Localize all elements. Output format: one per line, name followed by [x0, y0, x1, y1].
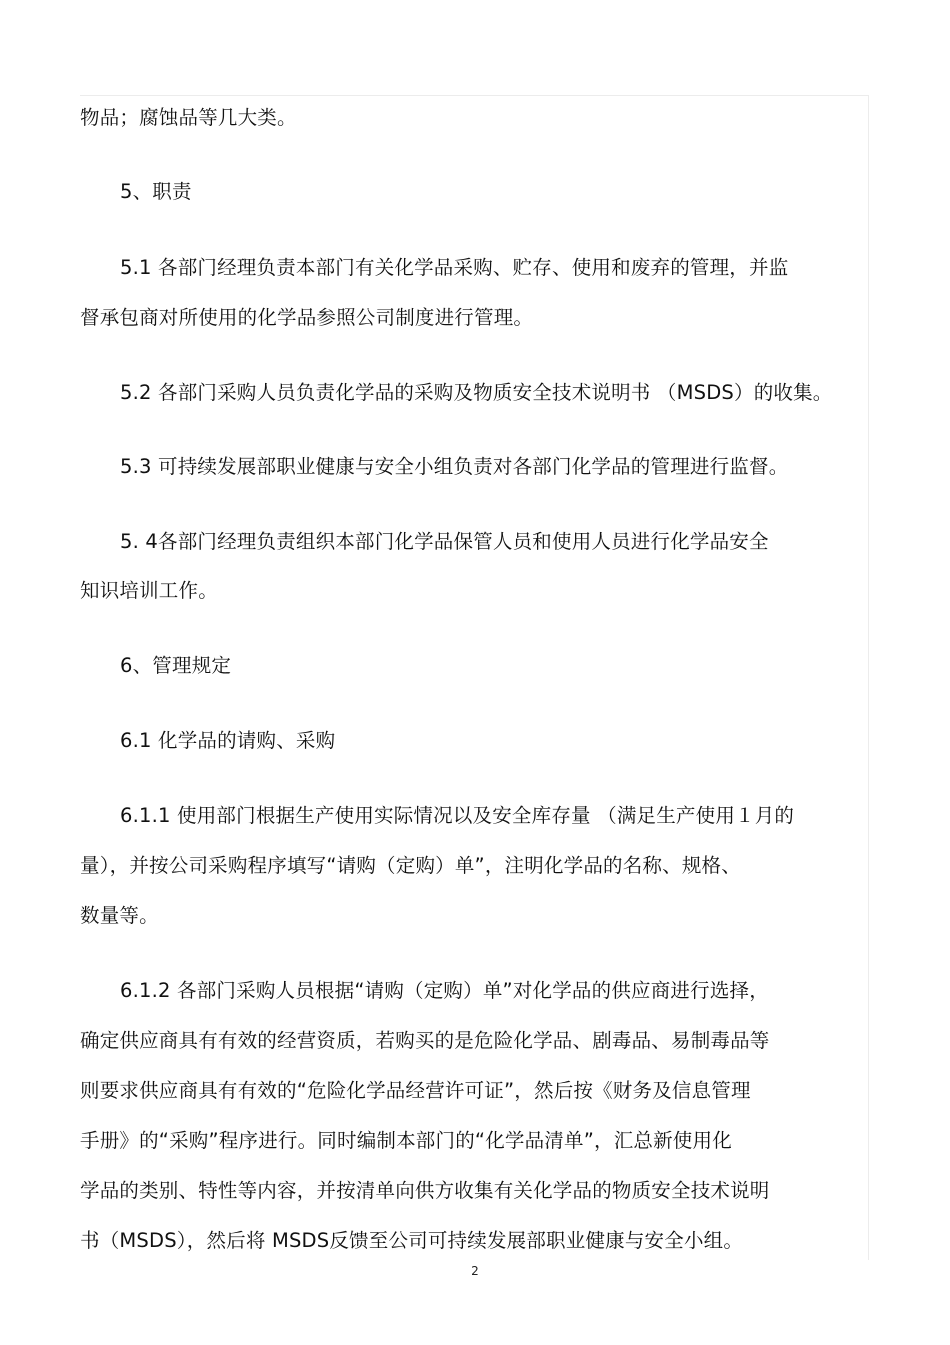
- clause-6-1-2-line-2: 确定供应商具有有效的经营资质，若购买的是危险化学品、剧毒品、易制毒品等: [80, 1029, 770, 1052]
- page-frame-top: [80, 95, 869, 96]
- section-heading-duties: 5、职责: [120, 180, 192, 203]
- clause-6-1-2-line-1: 6.1.2 各部门采购人员根据“请购（定购）单”对化学品的供应商进行选择，: [120, 979, 769, 1002]
- clause-5-2: 5.2 各部门采购人员负责化学品的采购及物质安全技术说明书 （MSDS）的收集。: [120, 381, 833, 404]
- clause-6-1-2-line-3: 则要求供应商具有有效的“危险化学品经营许可证”，然后按《财务及信息管理: [80, 1079, 751, 1102]
- clause-6-1-heading: 6.1 化学品的请购、采购: [120, 729, 336, 752]
- clause-5-4-line-2: 知识培训工作。: [80, 579, 218, 602]
- clause-6-1-1-line-3: 数量等。: [80, 904, 159, 927]
- clause-6-1-2-line-6: 书（MSDS），然后将 MSDS反馈至公司可持续发展部职业健康与安全小组。: [80, 1229, 744, 1252]
- clause-5-1-line-2: 督承包商对所使用的化学品参照公司制度进行管理。: [80, 306, 534, 329]
- page-number: 2: [471, 1264, 479, 1278]
- clause-6-1-1-line-2: 量），并按公司采购程序填写“请购（定购）单”，注明化学品的名称、规格、: [80, 854, 741, 877]
- clause-5-4-line-1: 5. 4各部门经理负责组织本部门化学品保管人员和使用人员进行化学品安全: [120, 530, 769, 553]
- section-heading-management: 6、管理规定: [120, 654, 232, 677]
- clause-6-1-2-line-5: 学品的类别、特性等内容，并按清单向供方收集有关化学品的物质安全技术说明: [80, 1179, 770, 1202]
- clause-6-1-2-line-4: 手册》的“采购”程序进行。同时编制本部门的“化学品清单”，汇总新使用化: [80, 1129, 732, 1152]
- clause-5-1-line-1: 5.1 各部门经理负责本部门有关化学品采购、贮存、使用和废弃的管理，并监: [120, 256, 789, 279]
- clause-5-3: 5.3 可持续发展部职业健康与安全小组负责对各部门化学品的管理进行监督。: [120, 455, 789, 478]
- body-line-1: 物品；腐蚀品等几大类。: [80, 106, 297, 129]
- page-frame-right: [868, 95, 869, 1260]
- clause-6-1-1-line-1: 6.1.1 使用部门根据生产使用实际情况以及安全库存量 （满足生产使用１月的: [120, 804, 795, 827]
